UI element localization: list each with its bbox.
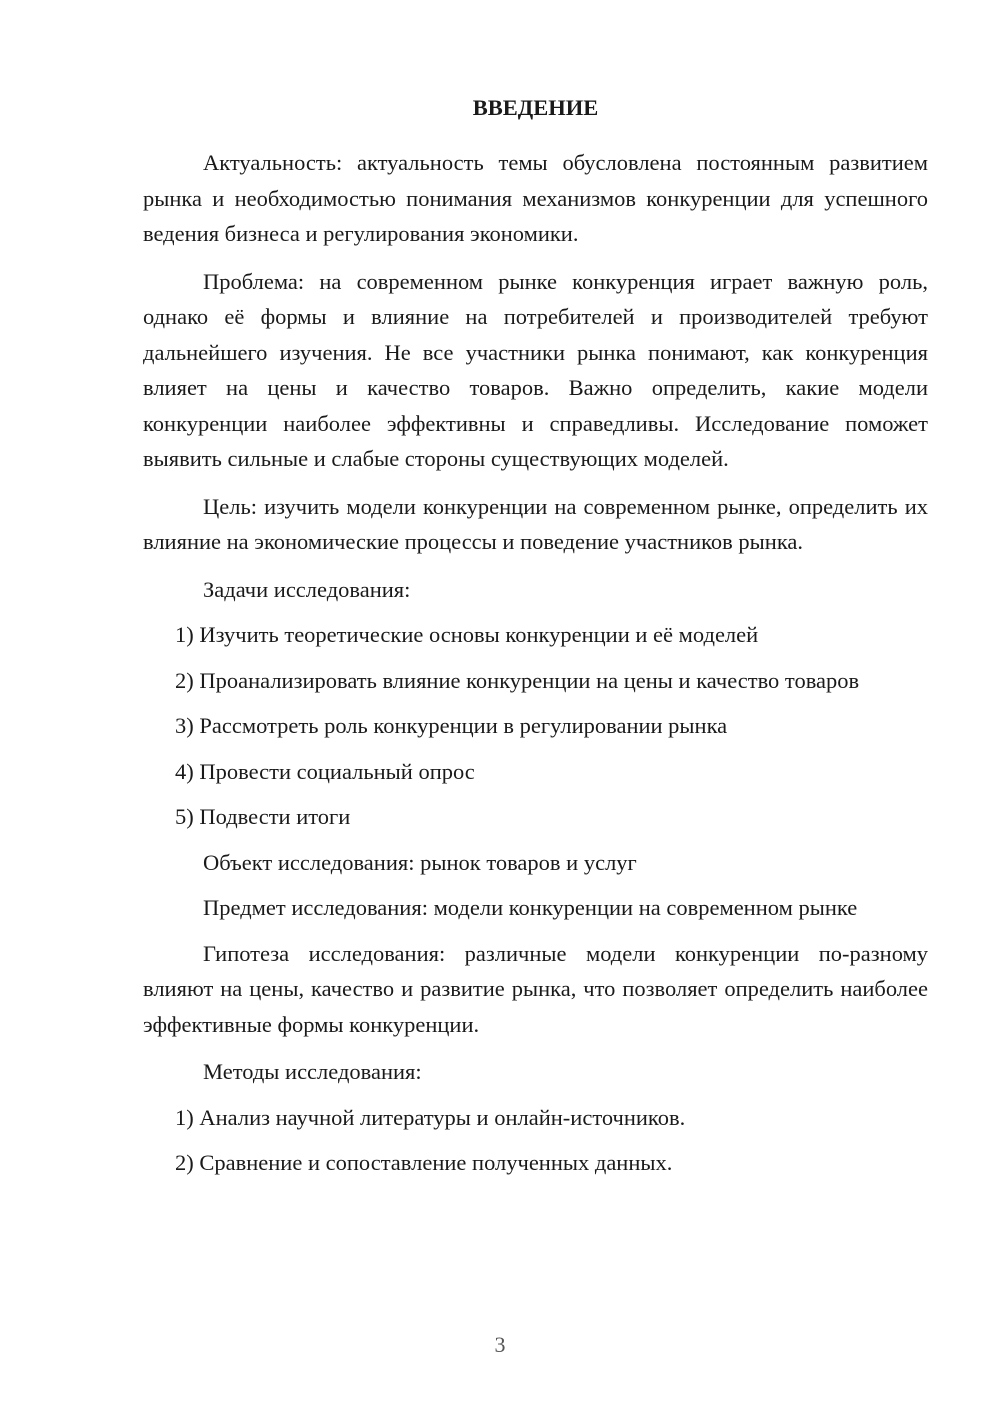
- method-item: 1) Анализ научной литературы и онлайн-источников.: [175, 1104, 686, 1130]
- goal-paragraph: Цель: изучить модели конкуренции на современном рынке, определить их влияние на экономические процессы и поведение участников рынка.: [143, 493, 928, 554]
- task-item: 4) Провести социальный опрос: [175, 758, 475, 784]
- subject-line: Предмет исследования: модели конкуренции на современном рынке: [203, 895, 858, 920]
- methods-heading: Методы исследования:: [203, 1059, 422, 1084]
- task-item: 1) Изучить теоретические основы конкуренции и её моделей: [175, 622, 759, 647]
- object-line: Объект исследования: рынок товаров и услуг: [203, 849, 637, 875]
- section-title: ВВЕДЕНИЕ: [472, 95, 599, 120]
- task-item: 2) Проанализировать влияние конкуренции на цены и качество товаров: [175, 667, 860, 693]
- relevance-paragraph: Актуальность: актуальность темы обусловлена постоянным развитием рынка и необходимостью понимания механизмов конкуренции для успешного ведения бизнеса и регулирования экономики.: [143, 150, 928, 246]
- hypothesis-paragraph: Гипотеза исследования: различные модели конкуренции по-разному влияют на цены, качество и развитие рынка, что позволяет определить наиболее эффективные формы конкуренции.: [143, 940, 928, 1037]
- tasks-heading: Задачи исследования:: [203, 576, 411, 602]
- task-item: 5) Подвести итоги: [175, 804, 351, 829]
- page-number: 3: [494, 1332, 506, 1357]
- document-page: [143, 90, 928, 1191]
- task-item: 3) Рассмотреть роль конкуренции в регулировании рынка: [175, 713, 728, 738]
- method-item: 2) Сравнение и сопоставление полученных данных.: [175, 1150, 673, 1175]
- problem-paragraph: Проблема: на современном рынке конкуренция играет важную роль, однако её формы и влияние на потребителей и производителей требуют дальнейшего изучения. Не все участники рынка понимают, как конкуренция влияет на цены и качество товаров. Важно определить, какие модели конкуренции наиболее эффективны и справедливы. Исследование поможет выявить сильные и слабые стороны существующих моделей.: [143, 268, 928, 471]
